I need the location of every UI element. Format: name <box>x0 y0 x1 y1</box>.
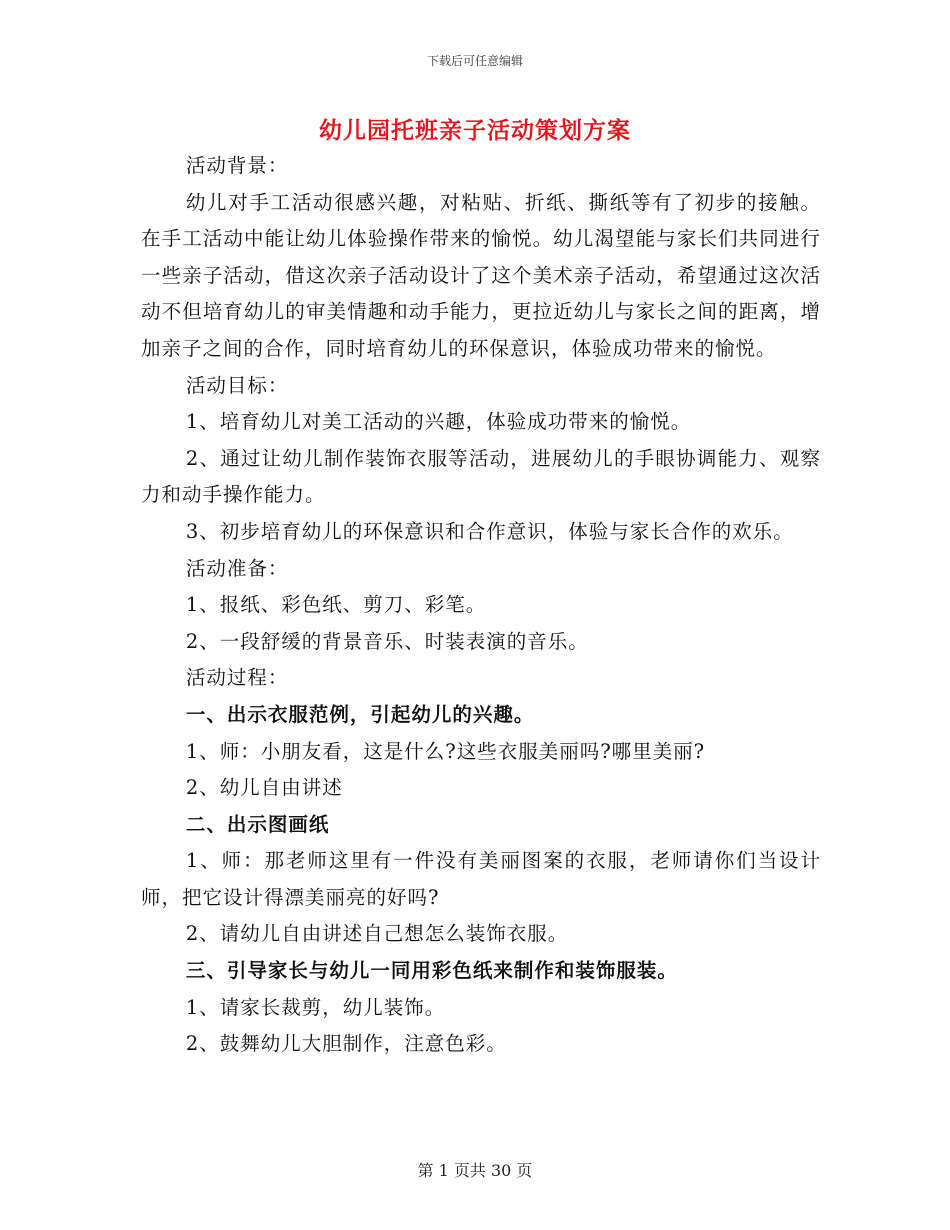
process-item: 2、请幼儿自由讲述自己想怎么装饰衣服。 <box>185 922 569 946</box>
process-item: 1、请家长裁剪，幼儿装饰。 <box>185 995 446 1019</box>
process-item: 2、幼儿自由讲述 <box>185 776 343 800</box>
process-step-heading-3: 三、引导家长与幼儿一同用彩色纸来制作和装饰服装。 <box>185 959 678 983</box>
background-paragraph: 幼儿对手工活动很感兴趣，对粘贴、折纸、撕纸等有了初步的接触。在手工活动中能让幼儿体验操作带来的愉悦。幼儿渴望能与家长们共同进行一些亲子活动，借这次亲子活动设计了这个美术亲子活动，希望通过这次活动不但培育幼儿的审美情趣和动手能力，更拉近幼儿与家长之间的距离，增加亲子之间的合作，同时培育幼儿的环保意识，体验成功带来的愉悦。 <box>141 190 821 360</box>
preparation-item-2: 2、一段舒缓的背景音乐、时装表演的音乐。 <box>185 629 589 653</box>
process-item: 1、师：小朋友看，这是什么?这些衣服美丽吗?哪里美丽? <box>185 739 706 763</box>
document-body <box>141 148 821 1063</box>
section-heading-preparation: 活动准备： <box>185 556 289 580</box>
goal-item-1: 1、培育幼儿对美工活动的兴趣，体验成功带来的愉悦。 <box>185 410 692 434</box>
section-heading-process: 活动过程： <box>185 666 289 690</box>
section-heading-goals: 活动目标： <box>185 373 289 397</box>
document-title: 幼儿园托班亲子活动策划方案 <box>319 117 631 144</box>
goal-item-3: 3、初步培育幼儿的环保意识和合作意识，体验与家长合作的欢乐。 <box>185 519 794 543</box>
page-footer: 第 1 页共 30 页 <box>417 1161 533 1180</box>
page-header: 下载后可任意编辑 <box>426 54 523 68</box>
process-item: 2、鼓舞幼儿大胆制作，注意色彩。 <box>185 1032 507 1056</box>
process-step-heading-2: 二、出示图画纸 <box>185 812 330 836</box>
goal-item-2: 2、通过让幼儿制作装饰衣服等活动，进展幼儿的手眼协调能力、观察力和动手操作能力。 <box>141 446 821 507</box>
preparation-item-1: 1、报纸、彩色纸、剪刀、彩笔。 <box>185 593 487 617</box>
process-step-heading-1: 一、出示衣服范例，引起幼儿的兴趣。 <box>185 702 535 726</box>
process-item: 1、师：那老师这里有一件没有美丽图案的衣服，老师请你们当设计师，把它设计得漂美丽亮的好吗? <box>141 849 821 909</box>
section-heading-background: 活动背景： <box>185 154 289 177</box>
